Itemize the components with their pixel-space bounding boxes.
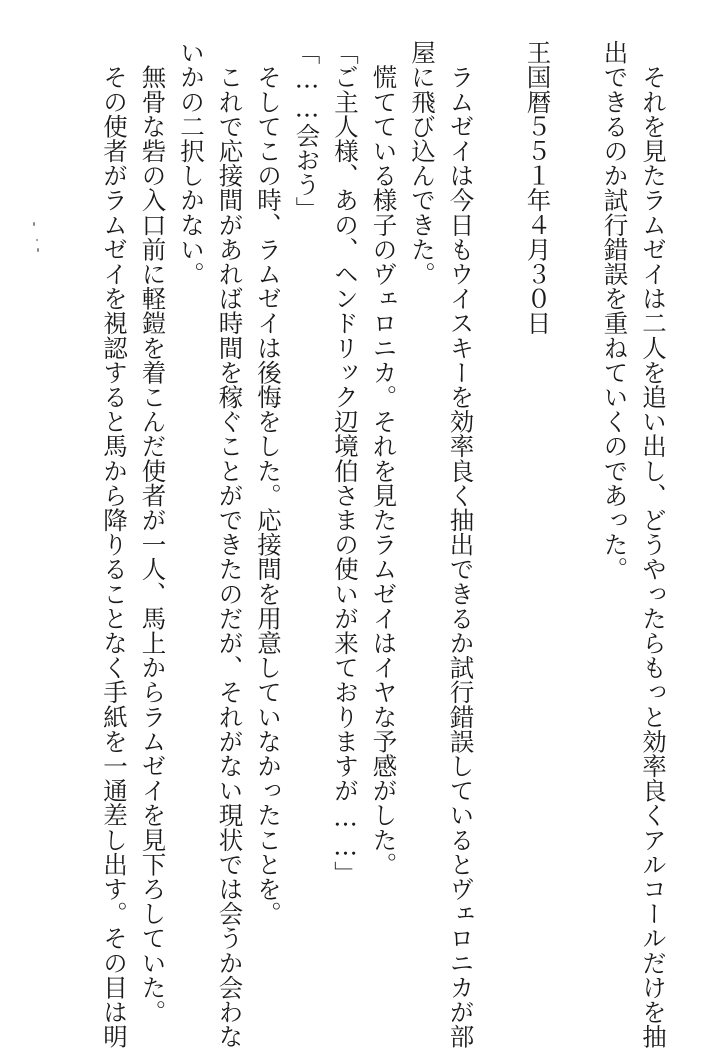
text-line-7: これで応接間があれば時間を稼ぐことができたのだが、それがない現状では会うか会わな <box>215 40 245 1049</box>
text-line-2: 出できるのか試行錯誤を重ねていくのであった。 <box>600 40 630 582</box>
text-line-1: それを見たラムゼイは二人を追い出し、どうやったらもっと効率良くアルコールだけを抽 <box>639 40 668 1049</box>
text-line-5: 慌てている様子のヴェロニカ。それを見たラムゼイはイヤな予感がした。 <box>369 40 399 877</box>
text-line-3: ラムゼイは今日もウイスキーを効率良く抽出できるか試行錯誤しているとヴェロニカが部 <box>446 40 476 1049</box>
text-line-8: いかの二択しかない。 <box>177 40 206 286</box>
text-line-4: 屋に飛び込んできた。 <box>408 40 437 286</box>
date-heading: 王国暦５５１年４月３０日 <box>523 40 553 336</box>
vertical-text-body <box>32 40 672 1049</box>
text-line-6: そしてこの時、ラムゼイは後悔をした。応接間を用意していなかったことを。 <box>254 40 283 926</box>
dialogue-line-2: 「……会おう」 <box>292 40 322 222</box>
scan-speck-mark <box>33 222 41 262</box>
text-line-9: 無骨な砦の入口前に軽鎧を着こんだ使者が一人、馬上からラムゼイを見下ろしていた。 <box>138 40 168 1024</box>
dialogue-line-1: 「ご主人様、あの、ヘンドリック辺境伯さまの使いが来ておりますが……」 <box>331 40 360 886</box>
text-line-10: その使者がラムゼイを視認すると馬から降りることなく手紙を一通差し出す。その目は明 <box>100 40 129 1049</box>
